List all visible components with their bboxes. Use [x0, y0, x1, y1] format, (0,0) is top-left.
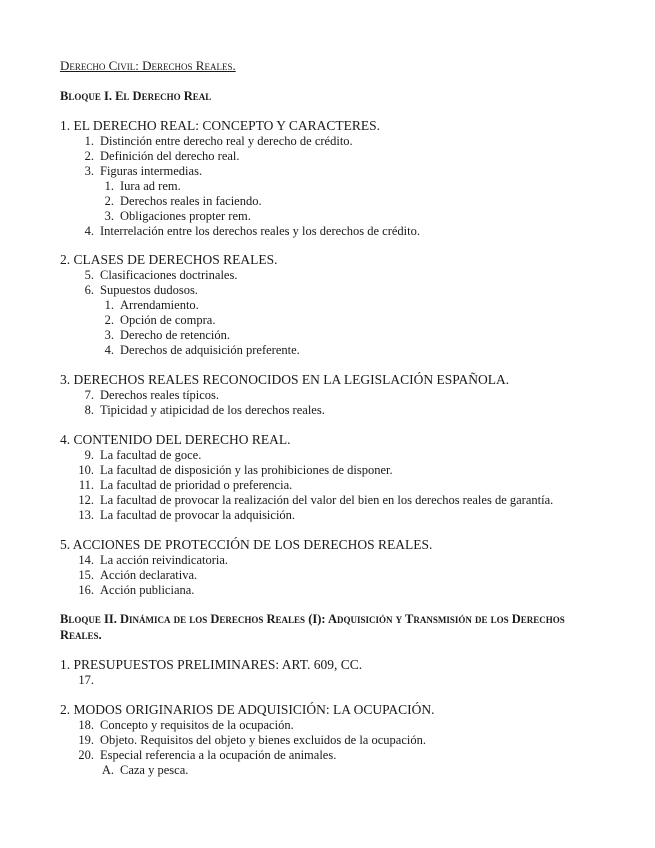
item-number: 1.: [104, 298, 114, 312]
item-text: Arrendamiento.: [120, 298, 199, 312]
block-heading: Bloque I. El Derecho Real: [60, 89, 212, 103]
item-number: 11.: [78, 478, 94, 492]
list-item: [60, 493, 620, 508]
item-text: Acción declarativa.: [100, 568, 198, 582]
sub-list-item: [60, 313, 620, 328]
list-item: [60, 403, 620, 418]
list-item: [60, 568, 620, 583]
list-item: [60, 388, 620, 403]
item-text: Tipicidad y atipicidad de los derechos reales.: [100, 403, 325, 417]
item-text: Clasificaciones doctrinales.: [100, 268, 238, 282]
item-number: 14.: [78, 553, 94, 567]
sub-list-item: [60, 194, 620, 209]
section-title: 2. CLASES DE DERECHOS REALES.: [60, 252, 278, 267]
item-number: 13.: [78, 508, 94, 522]
item-text: La facultad de prioridad o preferencia.: [100, 478, 293, 492]
item-number: 2.: [104, 313, 114, 327]
item-text: Especial referencia a la ocupación de animales.: [100, 748, 337, 762]
item-text: La facultad de provocar la realización del valor del bien en los derechos reales de garantía.: [100, 493, 554, 507]
item-text: Obligaciones propter rem.: [120, 209, 251, 223]
item-number: 1.: [104, 179, 114, 193]
section-presupuestos: [60, 657, 620, 688]
item-number: 3.: [104, 209, 114, 223]
section-contenido: [60, 432, 620, 523]
list-item: [60, 733, 620, 748]
item-text: Derecho de retención.: [120, 328, 231, 342]
sub-list-item: [60, 328, 620, 343]
item-text: La facultad de provocar la adquisición.: [100, 508, 296, 522]
item-number: 15.: [78, 568, 94, 582]
section-title: 1. PRESUPUESTOS PRELIMINARES: ART. 609, CC.: [60, 657, 363, 672]
item-number: 20.: [78, 748, 94, 762]
sub-list-item: [60, 763, 620, 778]
item-text: Opción de compra.: [120, 313, 216, 327]
sub-list-item: [60, 209, 620, 224]
item-number: 6.: [84, 283, 94, 297]
list-item: [60, 508, 620, 523]
list-item: [60, 478, 620, 493]
sub-list-item: [60, 298, 620, 313]
item-number: 1.: [84, 134, 94, 148]
document-title: Derecho Civil: Derechos Reales.: [60, 58, 236, 73]
item-text: Objeto. Requisitos del objeto y bienes excluidos de la ocupación.: [100, 733, 426, 747]
item-number: 16.: [78, 583, 94, 597]
item-text: La acción reivindicatoria.: [100, 553, 229, 567]
item-text: Acción publiciana.: [100, 583, 195, 597]
list-item: [60, 748, 620, 763]
list-item: [60, 448, 620, 463]
item-number: 2.: [84, 149, 94, 163]
item-text: La facultad de disposición y las prohibiciones de disponer.: [100, 463, 393, 477]
item-text: Derechos reales típicos.: [100, 388, 220, 402]
item-number: 10.: [78, 463, 94, 477]
section-modos-originarios: [60, 702, 620, 778]
item-text: Iura ad rem.: [120, 179, 181, 193]
item-number: 4.: [104, 343, 114, 357]
item-text: Concepto y requisitos de la ocupación.: [100, 718, 294, 732]
section-title: 5. ACCIONES DE PROTECCIÓN DE LOS DERECHOS REALES.: [60, 537, 433, 552]
section-el-derecho-real: [60, 118, 620, 239]
list-item: [60, 268, 620, 283]
list-item: [60, 164, 620, 179]
sub-list-item: [60, 179, 620, 194]
block-heading: Bloque II. Dinámica de los Derechos Reales (I): Adquisición y Transmisión de los Derechos Reales.: [60, 612, 565, 642]
section-title: 1. EL DERECHO REAL: CONCEPTO Y CARACTERES.: [60, 118, 381, 133]
sub-list-item: [60, 343, 620, 358]
item-number: 5.: [84, 268, 94, 282]
section-reconocidos: [60, 372, 620, 418]
list-item: [60, 283, 620, 298]
item-number: A.: [101, 763, 114, 777]
item-text: Supuestos dudosos.: [100, 283, 198, 297]
item-text: Interrelación entre los derechos reales y los derechos de crédito.: [100, 224, 420, 238]
list-item: [60, 224, 620, 239]
item-number: 3.: [84, 164, 94, 178]
list-item: [60, 463, 620, 478]
item-number: 7.: [84, 388, 94, 402]
item-text: Derechos reales in faciendo.: [120, 194, 262, 208]
item-number: 18.: [78, 718, 94, 732]
list-item: [60, 149, 620, 164]
item-text: La facultad de goce.: [100, 448, 202, 462]
item-text: Caza y pesca.: [120, 763, 189, 777]
list-item: [60, 583, 620, 598]
list-item: [60, 718, 620, 733]
item-text: Derechos de adquisición preferente.: [120, 343, 300, 357]
section-title: 2. MODOS ORIGINARIOS DE ADQUISICIÓN: LA OCUPACIÓN.: [60, 702, 435, 717]
list-item: [60, 553, 620, 568]
item-number: 9.: [84, 448, 94, 462]
list-item: [60, 673, 620, 688]
item-text: Definición del derecho real.: [100, 149, 240, 163]
item-number: 17.: [78, 673, 94, 687]
section-title: 3. DERECHOS REALES RECONOCIDOS EN LA LEGISLACIÓN ESPAÑOLA.: [60, 372, 510, 387]
item-number: 8.: [84, 403, 94, 417]
item-number: 4.: [84, 224, 94, 238]
section-acciones: [60, 537, 620, 598]
item-text: Figuras intermedias.: [100, 164, 203, 178]
item-number: 12.: [78, 493, 94, 507]
section-clases: [60, 252, 620, 358]
list-item: [60, 134, 620, 149]
item-number: 3.: [104, 328, 114, 342]
item-number: 19.: [78, 733, 94, 747]
item-number: 2.: [104, 194, 114, 208]
item-text: Distinción entre derecho real y derecho de crédito.: [100, 134, 353, 148]
section-title: 4. CONTENIDO DEL DERECHO REAL.: [60, 432, 291, 447]
